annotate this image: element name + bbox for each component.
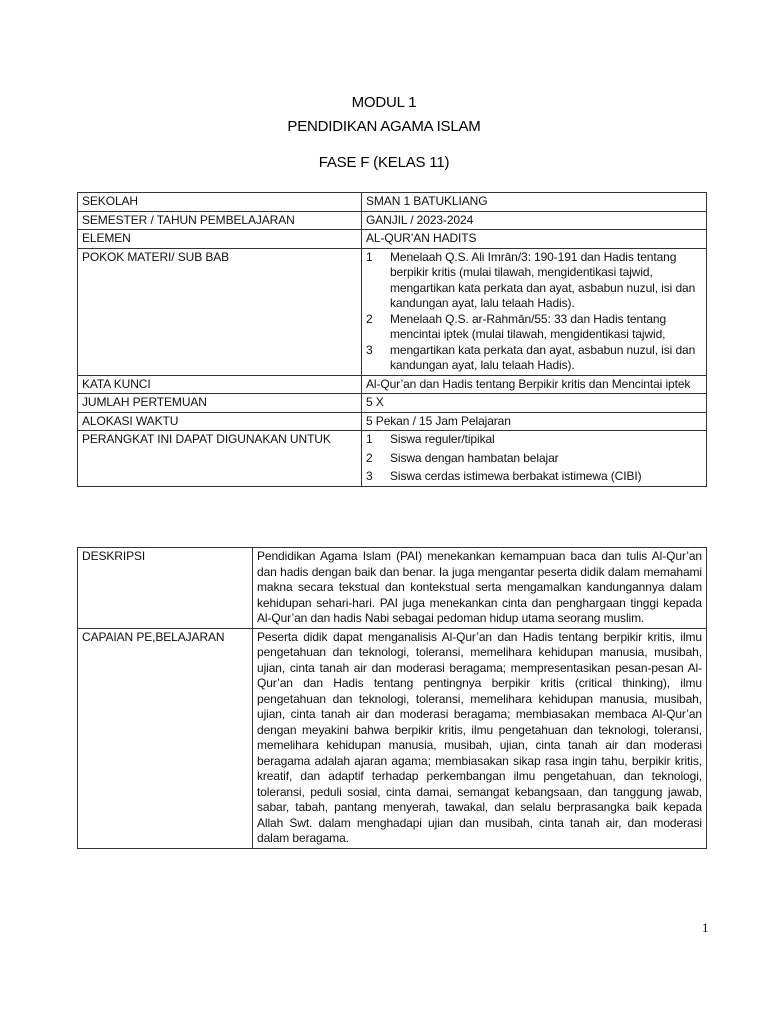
table-row <box>78 394 707 413</box>
list-text: Siswa reguler/tipikal <box>390 432 495 446</box>
row-label: KATA KUNCI <box>78 375 362 394</box>
row-value <box>362 248 707 375</box>
list-item <box>366 312 702 343</box>
list-item <box>366 432 702 448</box>
row-value: Pendidikan Agama Islam (PAI) menekankan kemampuan baca dan tulis Al-Qur’an dan hadis dengan baik dan benar. Ia juga mengantar peserta didik dalam memahami makna secara tekstual dan kontekstual serta mengamalkan kandungannya dalam kehidupan sehari-hari. PAI juga menekankan cinta dan penghargaan tinggi kepada Al-Qur’an dan hadis Nabi sebagai pedoman hidup utama seorang muslim. <box>253 548 707 629</box>
row-label: DESKRIPSI <box>78 548 253 629</box>
list-number: 2 <box>366 450 373 465</box>
row-label: POKOK MATERI/ SUB BAB <box>78 248 362 375</box>
list-item <box>366 451 702 467</box>
table-row <box>78 193 707 212</box>
list-number: 1 <box>366 249 373 264</box>
list-item <box>366 469 702 485</box>
row-label: ELEMEN <box>78 230 362 249</box>
list-text: Siswa dengan hambatan belajar <box>390 450 559 465</box>
topic-list <box>366 250 702 374</box>
row-label: ALOKASI WAKTU <box>78 412 362 431</box>
audience-list <box>366 432 702 485</box>
list-number: 3 <box>366 469 373 483</box>
list-item <box>366 343 702 374</box>
row-value: 5 X <box>362 394 707 413</box>
row-value: AL-QUR’AN HADITS <box>362 230 707 249</box>
list-number: 3 <box>366 342 373 357</box>
table-row <box>78 548 707 629</box>
list-number: 1 <box>366 432 373 446</box>
list-text: Siswa cerdas istimewa berbakat istimewa (CIBI) <box>390 469 642 483</box>
list-number: 2 <box>366 311 373 326</box>
page-number: 1 <box>702 920 709 935</box>
row-value: Peserta didik dapat menganalisis Al-Qur’an dan Hadis tentang berpikir kritis, ilmu pengetahuan dan teknologi, toleransi, memelihara kehidupan manusia, musibah, ujian, cinta tanah air dan moderasi beragama; mempresentasikan pesan-pesan Al-Qur’an dan Hadis tentang pentingnya berpikir kritis (critical thinking), ilmu pengetahuan dan teknologi, toleransi, memelihara kehidupan manusia, musibah, ujian, cinta tanah air dan moderasi beragama; membiasakan membaca Al-Qur’an dengan meyakini bahwa berpikir kritis, ilmu pengetahuan dan teknologi, toleransi, memelihara kehidupan manusia, musibah, ujian, cinta tanah air dan moderasi beragama adalah ajaran agama; membiasakan sikap rasa ingin tahu, berpikir kritis, kreatif, dan adaptif terhadap perkembangan ilmu pengetahuan, dan teknologi, toleransi, peduli sosial, cinta damai, semangat kebangsaan, dan tanggung jawab, sabar, tabah, pantang menyerah, tawakal, dan selalu berprasangka baik kepada Allah Swt. dalam menghadapi ujian dan musibah, cinta tanah air, dan moderasi dalam beragama. <box>253 628 707 848</box>
row-label: SEKOLAH <box>78 193 362 212</box>
table-row <box>78 211 707 230</box>
table-row <box>78 431 707 487</box>
list-text: Menelaah Q.S. ar-Rahmān/55: 33 dan Hadis tentang mencintai iptek (mulai tilawah, mengidentikasi tajwid, <box>390 311 667 341</box>
row-label: SEMESTER / TAHUN PEMBELAJARAN <box>78 211 362 230</box>
table-row <box>78 248 707 375</box>
list-text: mengartikan kata perkata dan ayat, asbabun nuzul, isi dan kandungan ayat, lalu telaah Hadis). <box>390 342 696 372</box>
phase-title: FASE F (KELAS 11) <box>318 154 450 171</box>
table-row <box>78 628 707 848</box>
table-row <box>78 375 707 394</box>
description-table <box>77 547 707 849</box>
row-value: Al-Qur’an dan Hadis tentang Berpikir kritis dan Mencintai iptek <box>362 375 707 394</box>
row-value <box>362 431 707 487</box>
row-value: GANJIL / 2023-2024 <box>362 211 707 230</box>
row-value: SMAN 1 BATUKLIANG <box>362 193 707 212</box>
subject-title: PENDIDIKAN AGAMA ISLAM <box>287 118 481 135</box>
row-value: 5 Pekan / 15 Jam Pelajaran <box>362 412 707 431</box>
row-label: PERANGKAT INI DAPAT DIGUNAKAN UNTUK <box>78 431 362 487</box>
identity-table <box>77 192 707 487</box>
list-text: Menelaah Q.S. Ali Imrān/3: 190-191 dan Hadis tentang berpikir kritis (mulai tilawah, mengidentikasi tajwid, mengartikan kata perkata dan ayat, asbabun nuzul, isi dan kandungan ayat, lalu telaah Hadis). <box>390 249 696 310</box>
row-label: JUMLAH PERTEMUAN <box>78 394 362 413</box>
list-item <box>366 250 702 312</box>
table-row <box>78 230 707 249</box>
table-row <box>78 412 707 431</box>
row-label: CAPAIAN PE,BELAJARAN <box>78 628 253 848</box>
module-title: MODUL 1 <box>351 94 417 111</box>
